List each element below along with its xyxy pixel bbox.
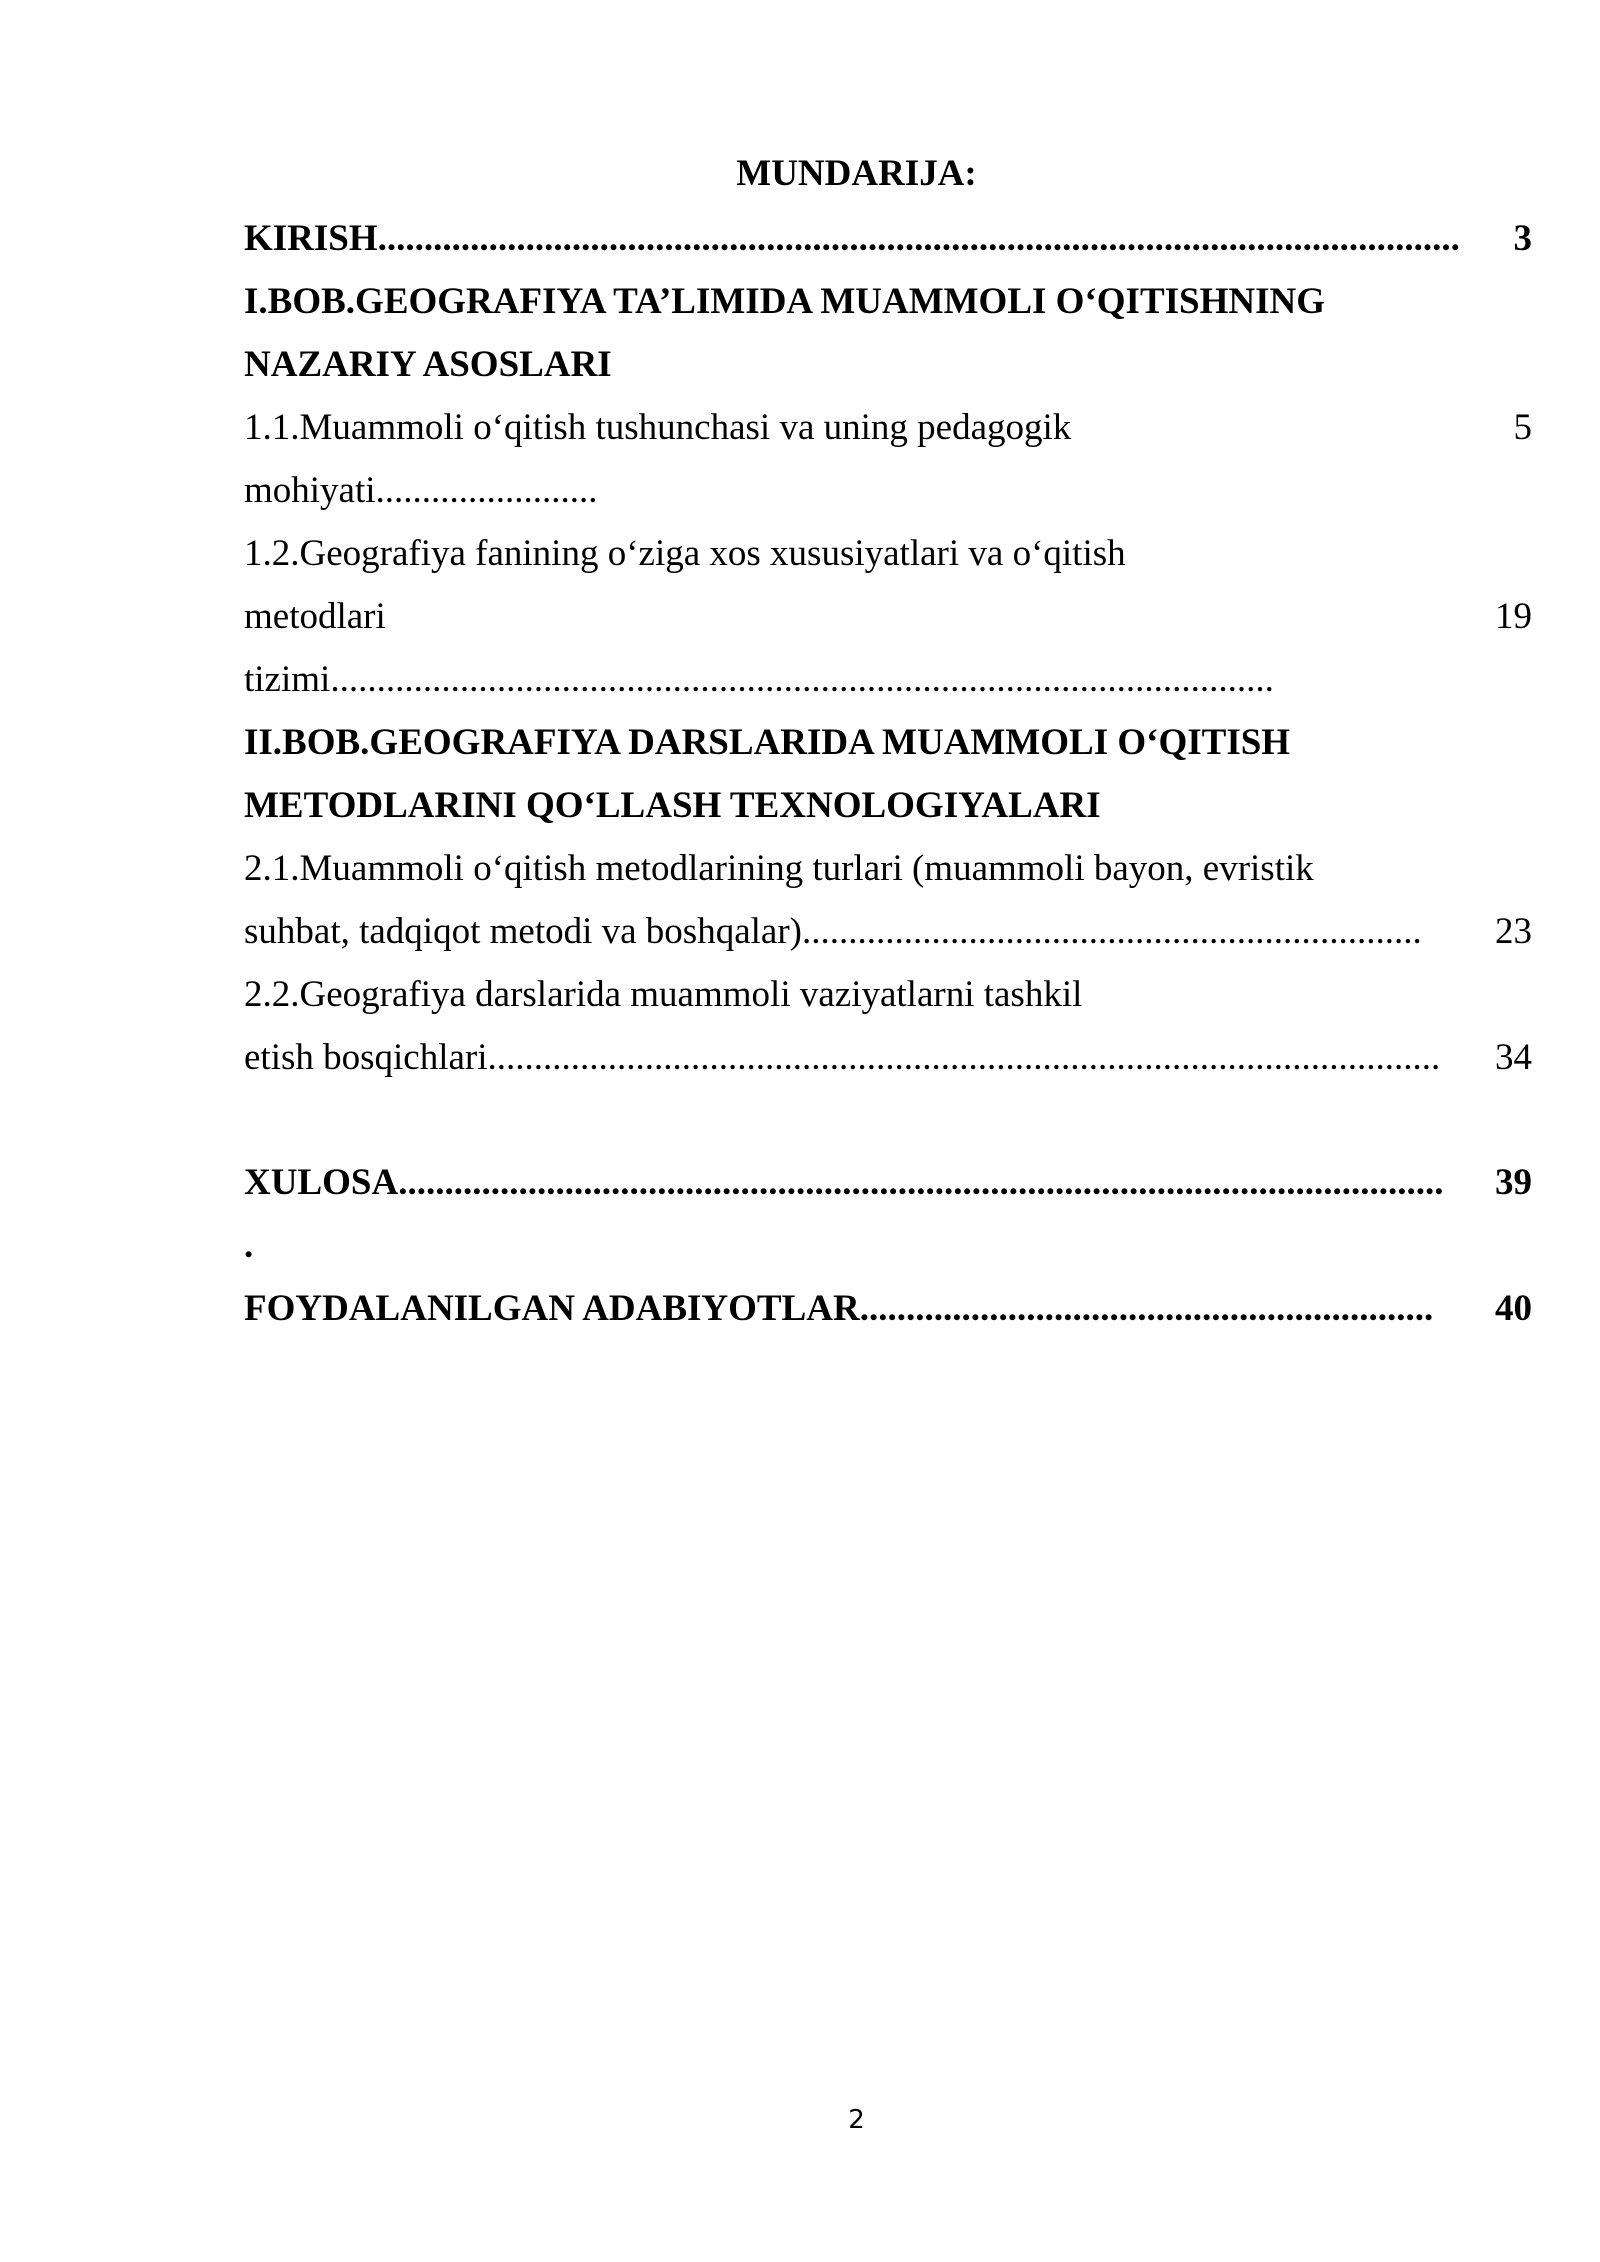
toc-dot: . xyxy=(244,1225,254,1266)
toc-page-number: 5 xyxy=(1513,407,1532,448)
toc-section-1-1-line-2 xyxy=(244,459,1532,522)
toc-section-2-2-line-2 xyxy=(244,1026,1532,1089)
toc-title: MUNDARIJA: xyxy=(736,153,977,194)
toc-chapter-label: NAZARIY ASOSLARI xyxy=(244,344,612,385)
toc-section-2-1-line-2 xyxy=(244,900,1532,963)
toc-section-label: suhbat, tadqiqot metodi va boshqalar)................................................................... xyxy=(244,911,1422,952)
toc-entry-label: KIRISH..................................................................................................................... xyxy=(244,218,1460,259)
toc-chapter-label: I.BOB.GEOGRAFIYA TA’LIMIDA MUAMMOLI O‘QITISHNING xyxy=(244,281,1326,322)
toc-entry-label: XULOSA................................................................................................................. xyxy=(244,1162,1444,1203)
toc-section-1-1-line-1 xyxy=(244,396,1532,459)
toc-section-label: metodlari xyxy=(244,596,386,637)
toc-section-label: etish bosqichlari....................................................................................................... xyxy=(244,1037,1441,1078)
toc-section-1-2-line-3 xyxy=(244,648,1532,711)
toc-entry-kirish xyxy=(244,207,1532,270)
toc-entry-adabiyotlar xyxy=(244,1277,1532,1340)
toc-entry-label: FOYDALANILGAN ADABIYOTLAR.............................................................. xyxy=(244,1288,1434,1329)
toc-page-number: 34 xyxy=(1495,1037,1532,1078)
toc-section-label: 1.1.Muammoli o‘qitish tushunchasi va uning pedagogik xyxy=(244,407,1072,448)
toc-section-2-1-line-1 xyxy=(244,837,1532,900)
toc-stray-dot xyxy=(244,1214,1532,1277)
toc-chapter-1-line-2 xyxy=(244,333,1532,396)
toc-page-number: 19 xyxy=(1495,596,1532,637)
toc-page-number: 3 xyxy=(1513,218,1532,259)
toc-chapter-2-line-1 xyxy=(244,711,1532,774)
toc-page-number: 39 xyxy=(1495,1162,1532,1203)
toc-entry-xulosa xyxy=(244,1151,1532,1214)
toc-page-number: 40 xyxy=(1495,1288,1532,1329)
toc-section-label: 2.2.Geografiya darslarida muammoli vaziyatlarni tashkil xyxy=(244,974,1083,1015)
toc-page-number: 23 xyxy=(1495,911,1532,952)
toc-chapter-1-line-1 xyxy=(244,270,1532,333)
page-number: 2 xyxy=(848,2105,865,2135)
table-of-contents xyxy=(244,207,1532,1340)
toc-chapter-label: METODLARINI QO‘LLASH TEXNOLOGIYALARI xyxy=(244,785,1101,826)
toc-chapter-2-line-2 xyxy=(244,774,1532,837)
toc-chapter-label: II.BOB.GEOGRAFIYA DARSLARIDA MUAMMOLI O‘QITISH xyxy=(244,722,1291,763)
toc-section-2-2-line-1 xyxy=(244,963,1532,1026)
toc-spacer xyxy=(244,1089,1532,1151)
toc-section-label: tizimi...................................................................................................... xyxy=(244,659,1274,700)
toc-section-label: 1.2.Geografiya fanining o‘ziga xos xususiyatlari va o‘qitish xyxy=(244,533,1126,574)
toc-section-1-2-line-1 xyxy=(244,522,1532,585)
toc-section-label: mohiyati........................ xyxy=(244,470,598,511)
toc-section-1-2-line-2 xyxy=(244,585,1532,648)
toc-section-label: 2.1.Muammoli o‘qitish metodlarining turlari (muammoli bayon, evristik xyxy=(244,848,1314,889)
